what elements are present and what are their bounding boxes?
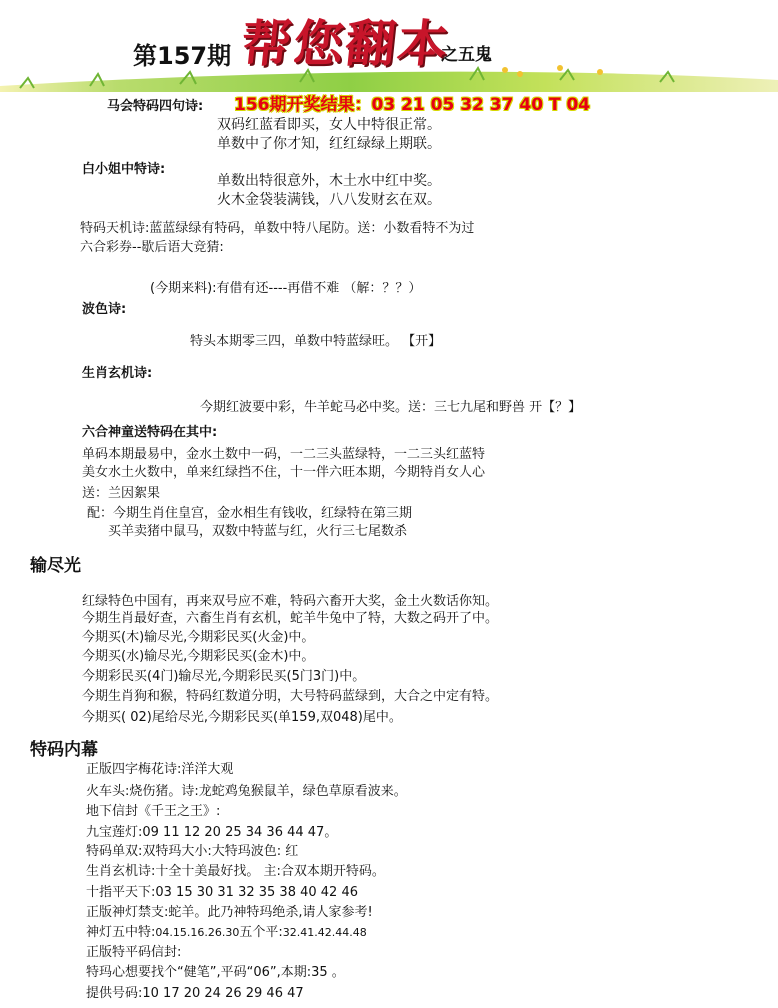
lose-all-line-1: 红绿特色中国有，再来双号应不难，特码六畜开大奖，金土火数话你知。	[82, 594, 499, 609]
gods-pei-line-2: 买羊卖猪中鼠马，双数中特蓝与红，火行三七尾数杀	[108, 524, 408, 539]
lamp-line	[86, 921, 367, 940]
header-banner	[0, 0, 778, 92]
lose-all-line-5: 今期彩民买(4门)输尽光,今期彩民买(5门3门)中。	[82, 669, 366, 684]
miss-poem-label: 白小姐中特诗:	[82, 162, 166, 177]
zodiac-poem-label: 生肖玄机诗:	[82, 366, 153, 381]
inside-line-3: 地下信封《千王之王》:	[86, 804, 221, 819]
inside-line-5: 特码单双:双特玛大小:大特玛波色: 红	[86, 844, 299, 859]
xiehouyu-label: 六合彩券--歇后语大竞猜:	[80, 240, 224, 255]
gods-line-1: 单码本期最易中，金水土数中一码，一二三头蓝绿特，一二三头红蓝特	[82, 447, 486, 462]
lose-all-line-4: 今期买(水)输尽光,今期彩民买(金木)中。	[82, 649, 315, 664]
lose-all-line-3: 今期买(木)输尽光,今期彩民买(火金)中。	[82, 630, 315, 645]
gods-label: 六合神童送特码在其中:	[82, 425, 218, 440]
inside-tail-line-2: 特玛心想要找个“健笔”,平码“06”,本期:35 。	[86, 965, 345, 980]
gods-pei-line-1: 配：今期生肖住皇宫，金水相生有钱收，红绿特在第三期	[87, 506, 413, 521]
inside-line-4: 九宝莲灯:09 11 12 20 25 34 36 44 47。	[86, 825, 338, 840]
page-title: 帮您翻本	[238, 14, 453, 73]
horse-poem-line-2: 单数中了你才知，红红绿绿上期联。	[217, 136, 441, 152]
inside-line-8: 正版神灯禁支:蛇羊。此乃神特玛绝杀,请人家参考!	[86, 905, 373, 920]
inside-line-2: 火车头:烧伤猪。诗:龙蛇鸡兔猴鼠羊，绿色草原看波来。	[86, 784, 407, 799]
inside-tail-line-3: 提供号码:10 17 20 24 26 29 46 47	[86, 986, 304, 1001]
inside-tail-line-1: 正版特平码信封:	[86, 945, 182, 960]
lose-all-line-2: 今期生肖最好查，六畜生肖有玄机，蛇羊牛兔中了特，大数之码开了中。	[82, 611, 499, 626]
issue-number: 第157期	[133, 42, 232, 70]
gods-line-3: 送：兰因絮果	[82, 486, 161, 501]
tianji-poem: 特码天机诗:蓝蓝绿绿有特码，单数中特八尾防。送：小数看特不为过	[80, 221, 475, 236]
wave-poem-label: 波色诗:	[82, 302, 127, 317]
horse-poem-line-1: 双码红蓝看即买，女人中特很正常。	[217, 117, 441, 133]
miss-poem-line-1: 单数出特很意外，木土水中红中奖。	[217, 173, 441, 189]
miss-poem-line-2: 火木金袋装满钱，八八发财玄在双。	[217, 192, 441, 208]
inside-line-7: 十指平天下:03 15 30 31 32 35 38 40 42 46	[86, 885, 358, 900]
lamp-a-label: 神灯五中特:	[86, 925, 156, 940]
inside-line-1: 正版四字梅花诗:洋洋大观	[86, 762, 234, 777]
page-subtitle: 之五鬼	[441, 45, 492, 65]
lose-all-heading: 输尽光	[30, 556, 81, 576]
lose-all-line-6: 今期生肖狗和猴，特码红数道分明，大号特码蓝绿到，大合之中定有特。	[82, 689, 499, 704]
inside-heading: 特码内幕	[30, 740, 98, 760]
wave-poem-line: 特头本期零三四，单数中特蓝绿旺。 【开】	[190, 334, 442, 349]
lamp-b-numbers: 32.41.42.44.48	[282, 926, 367, 939]
gods-line-2: 美女水土火数中，单来红绿挡不住，十一伴六旺本期，今期特肖女人心	[82, 465, 486, 480]
lamp-a-numbers: 04.15.16.26.30	[155, 926, 240, 939]
riddle-line: (今期来料):有借有还----再借不难 （解：？？）	[150, 281, 422, 296]
inside-line-6: 生肖玄机诗:十全十美最好找。 主:合双本期开特码。	[86, 864, 385, 879]
lose-all-line-7: 今期买( 02)尾给尽光,今期彩民买(单159,双048)尾中。	[82, 710, 402, 725]
lamp-b-label: 五个平:	[239, 925, 283, 940]
last-draw-result: 156期开奖结果：03 21 05 32 37 40 T 04	[234, 95, 591, 115]
horse-poem-label: 马会特码四句诗:	[107, 99, 204, 114]
zodiac-poem-line: 今期红波要中彩，牛羊蛇马必中奖。送：三七九尾和野兽 开【？】	[200, 400, 582, 415]
